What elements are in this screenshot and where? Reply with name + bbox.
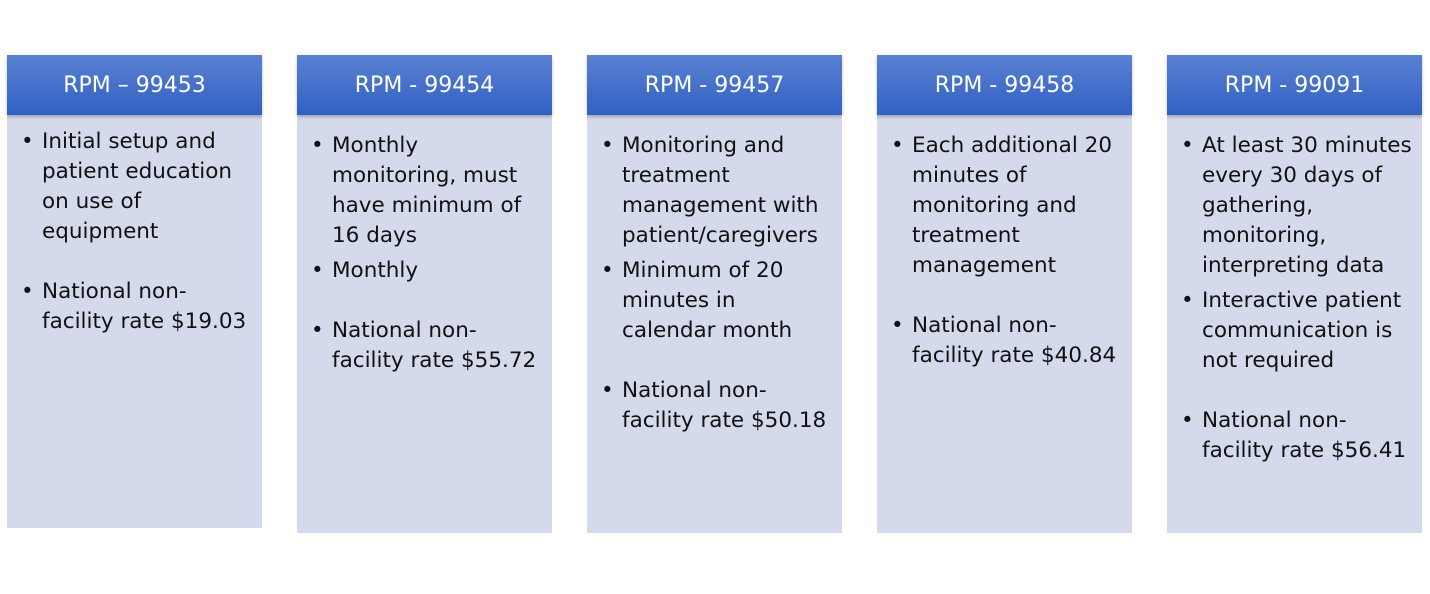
bullet-item: • Minimum of 20 minutes in calendar month (601, 256, 832, 346)
panel-99453 (7, 55, 262, 528)
panel-header: RPM - 99454 (297, 55, 552, 115)
bullet-item: • National non-facility rate $55.72 (311, 316, 542, 376)
panel-header: RPM - 99457 (587, 55, 842, 115)
bullet-item: • National non-facility rate $40.84 (891, 311, 1122, 371)
panel-99091 (1167, 55, 1422, 533)
panel-99458 (877, 55, 1132, 533)
bullet-item: • National non-facility rate $50.18 (601, 376, 832, 436)
bullet-item: • Each additional 20 minutes of monitoring and treatment management (891, 131, 1122, 281)
panel-99454 (297, 55, 552, 533)
bullet-item: • National non-facility rate $19.03 (21, 277, 252, 337)
bullet-item: • Initial setup and patient education on use of equipment (21, 127, 252, 247)
panel-header: RPM - 99091 (1167, 55, 1422, 115)
bullet-item: • Monthly (311, 256, 542, 286)
bullet-item: • At least 30 minutes every 30 days of gathering, monitoring, interpreting data (1181, 131, 1412, 281)
panel-99457 (587, 55, 842, 533)
bullet-item: • Monitoring and treatment management with patient/caregivers (601, 131, 832, 251)
bullet-item: • National non-facility rate $56.41 (1181, 406, 1412, 466)
bullet-item: • Interactive patient communication is not required (1181, 286, 1412, 376)
bullet-item: • Monthly monitoring, must have minimum of 16 days (311, 131, 542, 251)
panel-header: RPM - 99458 (877, 55, 1132, 115)
panel-header: RPM – 99453 (7, 55, 262, 115)
